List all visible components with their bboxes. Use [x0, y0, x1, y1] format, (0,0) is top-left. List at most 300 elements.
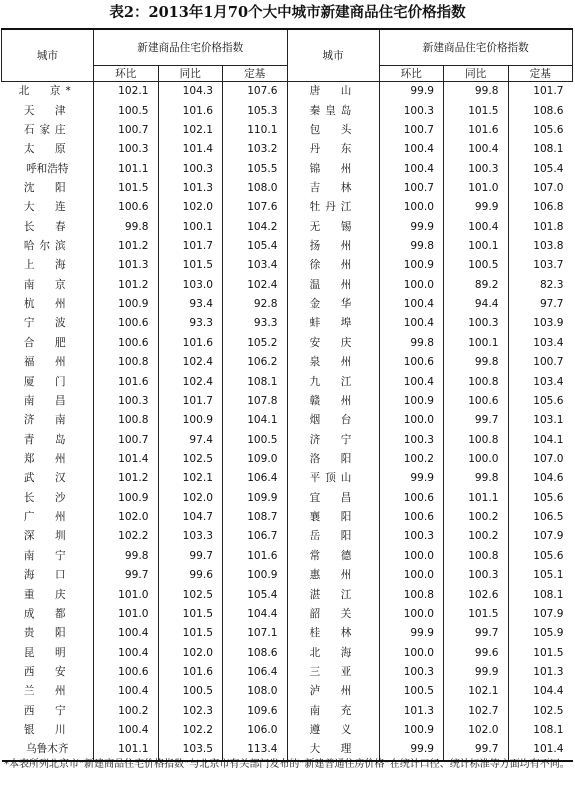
- city-name-left: 乌鲁木齐: [2, 740, 94, 760]
- yoy-value-right: 99.8: [444, 82, 509, 102]
- mom-value-right: 101.3: [379, 702, 444, 721]
- yoy-value-left: 97.4: [158, 430, 223, 449]
- yoy-value-right: 100.4: [444, 140, 509, 159]
- base-value-left: 105.4: [223, 237, 288, 256]
- table-row: [2, 411, 573, 430]
- table-row: [2, 334, 573, 353]
- city-name-right: 牡丹江: [287, 198, 379, 217]
- base-value-left: 109.6: [223, 702, 288, 721]
- mom-value-right: 100.0: [379, 605, 444, 624]
- mom-value-right: 99.8: [379, 334, 444, 353]
- yoy-value-left: 102.0: [158, 489, 223, 508]
- mom-value-right: 100.7: [379, 121, 444, 140]
- base-value-left: 107.6: [223, 82, 288, 102]
- yoy-value-left: 101.7: [158, 392, 223, 411]
- mom-value-left: 101.1: [94, 159, 159, 178]
- yoy-value-right: 102.1: [444, 682, 509, 701]
- base-value-left: 104.4: [223, 605, 288, 624]
- mom-value-left: 100.2: [94, 702, 159, 721]
- mom-value-left: 100.8: [94, 411, 159, 430]
- base-value-left: 104.2: [223, 218, 288, 237]
- city-name-left: 郑 州: [2, 450, 94, 469]
- base-value-right: 108.1: [533, 724, 564, 737]
- yoy-value-left: 100.5: [158, 682, 223, 701]
- yoy-value-right: 100.0: [444, 450, 509, 469]
- base-value-left: 108.1: [223, 372, 288, 391]
- yoy-value-right: 100.2: [444, 527, 509, 546]
- city-name-right: 泸 州: [287, 682, 379, 701]
- mom-value-right: 100.7: [379, 179, 444, 198]
- mom-value-right: 100.4: [379, 314, 444, 333]
- city-name-right: 大 理: [287, 740, 379, 760]
- mom-value-left: 101.2: [94, 276, 159, 295]
- yoy-value-right: 99.7: [444, 740, 509, 760]
- table-row: [2, 605, 573, 624]
- city-name-right: 九 江: [287, 372, 379, 391]
- mom-value-right: 100.0: [379, 411, 444, 430]
- yoy-value-right: 99.8: [444, 353, 509, 372]
- mom-value-right: 100.9: [379, 256, 444, 275]
- city-name-left: 济 南: [2, 411, 94, 430]
- base-value-right: 100.7: [533, 356, 564, 369]
- base-value-left: 103.4: [223, 256, 288, 275]
- city-name-right: 徐 州: [287, 256, 379, 275]
- city-name-right: 遵 义: [287, 721, 379, 740]
- yoy-value-left: 102.4: [158, 353, 223, 372]
- base-value-left: 102.4: [223, 276, 288, 295]
- mom-value-right: 100.0: [379, 198, 444, 217]
- mom-value-left: 100.4: [94, 682, 159, 701]
- table-title: 表2：2013年1月70个大中城市新建商品住宅价格指数: [109, 4, 466, 21]
- table-row: [2, 430, 573, 449]
- base-value-left: 107.1: [223, 624, 288, 643]
- yoy-value-right: 99.8: [444, 469, 509, 488]
- mom-value-left: 100.9: [94, 295, 159, 314]
- yoy-value-left: 101.6: [158, 101, 223, 120]
- yoy-value-right: 102.0: [444, 721, 509, 740]
- mom-value-right: 100.4: [379, 159, 444, 178]
- mom-value-left: 100.6: [94, 663, 159, 682]
- mom-value-left: 101.0: [94, 585, 159, 604]
- city-name-right: 唐 山: [287, 82, 379, 102]
- yoy-value-left: 101.5: [158, 605, 223, 624]
- base-value-right: 103.1: [533, 414, 564, 427]
- city-name-left: 昆 明: [2, 643, 94, 662]
- table-row: [2, 237, 573, 256]
- mom-value-right: 100.6: [379, 489, 444, 508]
- city-name-right: 南 充: [287, 702, 379, 721]
- mom-value-right: 100.9: [379, 721, 444, 740]
- base-value-left: 105.5: [223, 159, 288, 178]
- table-row: [2, 508, 573, 527]
- base-value-left: 108.6: [223, 643, 288, 662]
- city-name-left: 青 岛: [2, 430, 94, 449]
- city-name-left: 沈 阳: [2, 179, 94, 198]
- base-value-left: 108.7: [223, 508, 288, 527]
- city-name-left: 呼和浩特: [2, 159, 94, 178]
- mom-value-left: 99.8: [94, 218, 159, 237]
- base-value-left: 104.1: [223, 411, 288, 430]
- city-name-right: 桂 林: [287, 624, 379, 643]
- city-header-right: 城市: [287, 29, 379, 82]
- base-value-right: 106.8: [533, 201, 564, 214]
- yoy-value-right: 100.1: [444, 237, 509, 256]
- base-value-right: 101.3: [533, 665, 564, 678]
- yoy-value-right: 100.2: [444, 508, 509, 527]
- base-value-right: 101.8: [533, 220, 564, 233]
- mom-value-right: 100.4: [379, 372, 444, 391]
- city-name-right: 洛 阳: [287, 450, 379, 469]
- table-row: [2, 566, 573, 585]
- yoy-value-right: 100.8: [444, 372, 509, 391]
- base-value-left: 100.5: [223, 430, 288, 449]
- mom-value-left: 101.3: [94, 256, 159, 275]
- city-name-left: 北 京*: [2, 82, 94, 102]
- yoy-value-right: 99.7: [444, 624, 509, 643]
- yoy-value-right: 99.9: [444, 663, 509, 682]
- yoy-value-right: 100.3: [444, 566, 509, 585]
- yoy-value-left: 100.9: [158, 411, 223, 430]
- city-name-left: 石家庄: [2, 121, 94, 140]
- table-row: [2, 392, 573, 411]
- mom-value-left: 100.6: [94, 314, 159, 333]
- city-name-right: 北 海: [287, 643, 379, 662]
- base-value-right: 106.5: [533, 511, 564, 524]
- table-row: [2, 450, 573, 469]
- city-name-right: 丹 东: [287, 140, 379, 159]
- city-name-right: 温 州: [287, 276, 379, 295]
- mom-value-right: 100.0: [379, 547, 444, 566]
- base-value-left: 105.3: [223, 101, 288, 120]
- base-value-right: 103.7: [533, 259, 564, 272]
- city-name-left: 西 宁: [2, 702, 94, 721]
- base-value-left: 106.0: [223, 721, 288, 740]
- yoy-value-right: 94.4: [444, 295, 509, 314]
- yoy-value-right: 99.9: [444, 198, 509, 217]
- yoy-value-left: 102.5: [158, 450, 223, 469]
- city-name-right: 韶 关: [287, 605, 379, 624]
- city-name-left: 大 连: [2, 198, 94, 217]
- yoy-value-right: 89.2: [444, 276, 509, 295]
- table-row: [2, 372, 573, 391]
- mom-value-right: 100.8: [379, 585, 444, 604]
- city-name-left: 南 宁: [2, 547, 94, 566]
- table-row: [2, 682, 573, 701]
- base-value-right: 97.7: [539, 298, 564, 311]
- city-name-right: 湛 江: [287, 585, 379, 604]
- mom-value-left: 101.5: [94, 179, 159, 198]
- city-name-left: 南 昌: [2, 392, 94, 411]
- base-value-left: 106.4: [223, 663, 288, 682]
- mom-value-right: 100.9: [379, 392, 444, 411]
- mom-value-right: 100.4: [379, 140, 444, 159]
- city-name-left: 福 州: [2, 353, 94, 372]
- city-name-right: 锦 州: [287, 159, 379, 178]
- yoy-value-left: 103.3: [158, 527, 223, 546]
- table-row: [2, 256, 573, 275]
- base-value-right: 103.4: [533, 375, 564, 388]
- mom-value-left: 102.1: [94, 82, 159, 102]
- base-value-right: 105.6: [533, 394, 564, 407]
- base-value-left: 93.3: [223, 314, 288, 333]
- mom-value-right: 99.8: [379, 237, 444, 256]
- yoy-value-left: 102.1: [158, 469, 223, 488]
- yoy-value-left: 101.3: [158, 179, 223, 198]
- mom-header-left: 环比: [94, 66, 159, 82]
- yoy-value-right: 99.6: [444, 643, 509, 662]
- table-header: [2, 29, 573, 82]
- city-name-right: 烟 台: [287, 411, 379, 430]
- city-name-right: 无 锡: [287, 218, 379, 237]
- table-row: [2, 198, 573, 217]
- mom-value-right: 100.3: [379, 430, 444, 449]
- base-value-right: 105.1: [533, 569, 564, 582]
- mom-value-left: 100.3: [94, 140, 159, 159]
- base-value-right: 103.8: [533, 240, 564, 253]
- yoy-value-right: 101.5: [444, 101, 509, 120]
- index-group-header-left: 新建商品住宅价格指数: [94, 29, 288, 66]
- base-value-left: 107.6: [223, 198, 288, 217]
- base-value-right: 105.6: [533, 123, 564, 136]
- footnote: *本表所列北京市“新建商品住宅价格指数”与北京市有关部门发布的“新建普通住房价格”在统计口径、统计标准等方面均有不同。: [4, 759, 570, 770]
- city-name-left: 贵 阳: [2, 624, 94, 643]
- yoy-value-left: 101.7: [158, 237, 223, 256]
- base-value-left: 103.2: [223, 140, 288, 159]
- yoy-value-left: 101.6: [158, 334, 223, 353]
- mom-value-right: 99.9: [379, 469, 444, 488]
- yoy-header-right: 同比: [444, 66, 509, 82]
- mom-value-left: 101.2: [94, 237, 159, 256]
- city-name-left: 厦 门: [2, 372, 94, 391]
- mom-value-left: 101.2: [94, 469, 159, 488]
- base-value-left: 109.9: [223, 489, 288, 508]
- base-value-left: 107.8: [223, 392, 288, 411]
- yoy-value-left: 100.3: [158, 159, 223, 178]
- yoy-value-left: 104.7: [158, 508, 223, 527]
- table-row: [2, 643, 573, 662]
- table-row: [2, 547, 573, 566]
- mom-value-right: 99.9: [379, 82, 444, 102]
- mom-value-right: 100.0: [379, 276, 444, 295]
- base-value-right: 104.4: [533, 685, 564, 698]
- yoy-value-left: 102.0: [158, 643, 223, 662]
- mom-value-right: 100.4: [379, 295, 444, 314]
- city-name-left: 深 圳: [2, 527, 94, 546]
- mom-value-left: 100.8: [94, 353, 159, 372]
- city-name-right: 平顶山: [287, 469, 379, 488]
- mom-value-right: 100.3: [379, 101, 444, 120]
- yoy-value-left: 103.0: [158, 276, 223, 295]
- city-name-left: 天 津: [2, 101, 94, 120]
- city-name-left: 海 口: [2, 566, 94, 585]
- base-value-left: 106.4: [223, 469, 288, 488]
- table-row: [2, 179, 573, 198]
- mom-value-left: 100.4: [94, 624, 159, 643]
- base-value-left: 106.2: [223, 353, 288, 372]
- mom-value-right: 100.6: [379, 353, 444, 372]
- city-name-left: 合 肥: [2, 334, 94, 353]
- table-row: [2, 702, 573, 721]
- table-row: [2, 295, 573, 314]
- city-name-right: 宜 昌: [287, 489, 379, 508]
- city-header-left: 城市: [2, 29, 94, 82]
- base-value-right: 102.5: [533, 704, 564, 717]
- mom-value-left: 100.4: [94, 721, 159, 740]
- mom-value-left: 99.7: [94, 566, 159, 585]
- mom-value-right: 100.3: [379, 663, 444, 682]
- table-row: [2, 527, 573, 546]
- yoy-value-right: 101.1: [444, 489, 509, 508]
- city-name-left: 长 沙: [2, 489, 94, 508]
- table-row: [2, 663, 573, 682]
- table-row: [2, 218, 573, 237]
- index-group-header-right: 新建商品住宅价格指数: [379, 29, 573, 66]
- table-body: [2, 82, 573, 761]
- mom-value-left: 102.2: [94, 527, 159, 546]
- yoy-value-right: 102.6: [444, 585, 509, 604]
- mom-value-left: 101.4: [94, 450, 159, 469]
- yoy-value-right: 100.1: [444, 334, 509, 353]
- city-name-right: 安 庆: [287, 334, 379, 353]
- yoy-value-right: 99.7: [444, 411, 509, 430]
- yoy-value-left: 100.1: [158, 218, 223, 237]
- yoy-value-right: 101.6: [444, 121, 509, 140]
- city-name-left: 哈尔滨: [2, 237, 94, 256]
- city-name-right: 泉 州: [287, 353, 379, 372]
- city-name-right: 三 亚: [287, 663, 379, 682]
- yoy-header-left: 同比: [158, 66, 223, 82]
- yoy-value-right: 100.5: [444, 256, 509, 275]
- yoy-value-right: 100.8: [444, 547, 509, 566]
- mom-value-right: 100.5: [379, 682, 444, 701]
- table-row: [2, 276, 573, 295]
- base-value-right: 103.4: [533, 336, 564, 349]
- yoy-value-left: 93.4: [158, 295, 223, 314]
- yoy-value-left: 102.5: [158, 585, 223, 604]
- base-value-right: 105.6: [533, 491, 564, 504]
- table-row: [2, 159, 573, 178]
- yoy-value-right: 100.6: [444, 392, 509, 411]
- mom-header-right: 环比: [379, 66, 444, 82]
- base-value-right: 107.9: [533, 607, 564, 620]
- base-value-right: 82.3: [539, 278, 564, 291]
- mom-value-left: 100.7: [94, 121, 159, 140]
- base-value-right: 101.5: [533, 646, 564, 659]
- table-row: [2, 101, 573, 120]
- mom-value-left: 100.6: [94, 198, 159, 217]
- mom-value-left: 99.8: [94, 547, 159, 566]
- yoy-value-right: 100.3: [444, 314, 509, 333]
- yoy-value-left: 102.4: [158, 372, 223, 391]
- yoy-value-left: 101.5: [158, 256, 223, 275]
- base-header-left: 定基: [223, 66, 288, 82]
- city-name-right: 岳 阳: [287, 527, 379, 546]
- mom-value-right: 99.9: [379, 218, 444, 237]
- city-name-left: 武 汉: [2, 469, 94, 488]
- city-name-left: 上 海: [2, 256, 94, 275]
- table-row: [2, 121, 573, 140]
- yoy-value-left: 101.6: [158, 663, 223, 682]
- mom-value-left: 101.0: [94, 605, 159, 624]
- mom-value-right: 100.0: [379, 643, 444, 662]
- base-value-left: 101.6: [223, 547, 288, 566]
- city-name-right: 惠 州: [287, 566, 379, 585]
- table-row: [2, 721, 573, 740]
- yoy-value-left: 99.6: [158, 566, 223, 585]
- mom-value-left: 102.0: [94, 508, 159, 527]
- yoy-value-right: 102.7: [444, 702, 509, 721]
- table-row: [2, 624, 573, 643]
- mom-value-right: 100.2: [379, 450, 444, 469]
- mom-value-right: 100.3: [379, 527, 444, 546]
- mom-value-left: 100.4: [94, 643, 159, 662]
- city-name-right: 包 头: [287, 121, 379, 140]
- base-value-right: 103.9: [533, 317, 564, 330]
- base-value-left: 109.0: [223, 450, 288, 469]
- yoy-value-right: 101.5: [444, 605, 509, 624]
- base-value-right: 105.6: [533, 549, 564, 562]
- mom-value-right: 100.6: [379, 508, 444, 527]
- city-name-left: 重 庆: [2, 585, 94, 604]
- base-value-right: 107.9: [533, 530, 564, 543]
- city-name-left: 杭 州: [2, 295, 94, 314]
- yoy-value-left: 102.0: [158, 198, 223, 217]
- base-value-left: 108.0: [223, 682, 288, 701]
- yoy-value-left: 99.7: [158, 547, 223, 566]
- mom-value-left: 100.6: [94, 334, 159, 353]
- mom-value-left: 101.6: [94, 372, 159, 391]
- city-name-left: 银 川: [2, 721, 94, 740]
- yoy-value-left: 103.5: [158, 740, 223, 760]
- mom-value-left: 100.5: [94, 101, 159, 120]
- yoy-value-right: 101.0: [444, 179, 509, 198]
- yoy-value-left: 102.3: [158, 702, 223, 721]
- yoy-value-left: 102.1: [158, 121, 223, 140]
- city-name-left: 太 原: [2, 140, 94, 159]
- city-name-right: 金 华: [287, 295, 379, 314]
- city-name-right: 蚌 埠: [287, 314, 379, 333]
- mom-value-left: 100.7: [94, 430, 159, 449]
- city-name-left: 西 安: [2, 663, 94, 682]
- yoy-value-left: 102.2: [158, 721, 223, 740]
- table-row: [2, 82, 573, 102]
- price-index-table: [1, 28, 573, 762]
- city-name-right: 赣 州: [287, 392, 379, 411]
- table-row: [2, 353, 573, 372]
- city-name-right: 吉 林: [287, 179, 379, 198]
- city-name-right: 济 宁: [287, 430, 379, 449]
- base-value-left: 110.1: [223, 121, 288, 140]
- base-value-right: 101.4: [533, 743, 564, 756]
- base-value-left: 106.7: [223, 527, 288, 546]
- mom-value-left: 100.3: [94, 392, 159, 411]
- table-row: [2, 140, 573, 159]
- table-row: [2, 314, 573, 333]
- base-value-left: 105.2: [223, 334, 288, 353]
- base-value-right: 104.6: [533, 472, 564, 485]
- base-value-right: 108.6: [533, 104, 564, 117]
- base-value-right: 108.1: [533, 143, 564, 156]
- yoy-value-right: 100.8: [444, 430, 509, 449]
- base-header-right: 定基: [508, 66, 573, 82]
- base-value-right: 105.9: [533, 627, 564, 640]
- mom-value-left: 100.9: [94, 489, 159, 508]
- city-name-left: 宁 波: [2, 314, 94, 333]
- base-value-right: 107.0: [533, 181, 564, 194]
- yoy-value-left: 101.4: [158, 140, 223, 159]
- base-value-right: 101.7: [533, 85, 564, 98]
- table-row: [2, 469, 573, 488]
